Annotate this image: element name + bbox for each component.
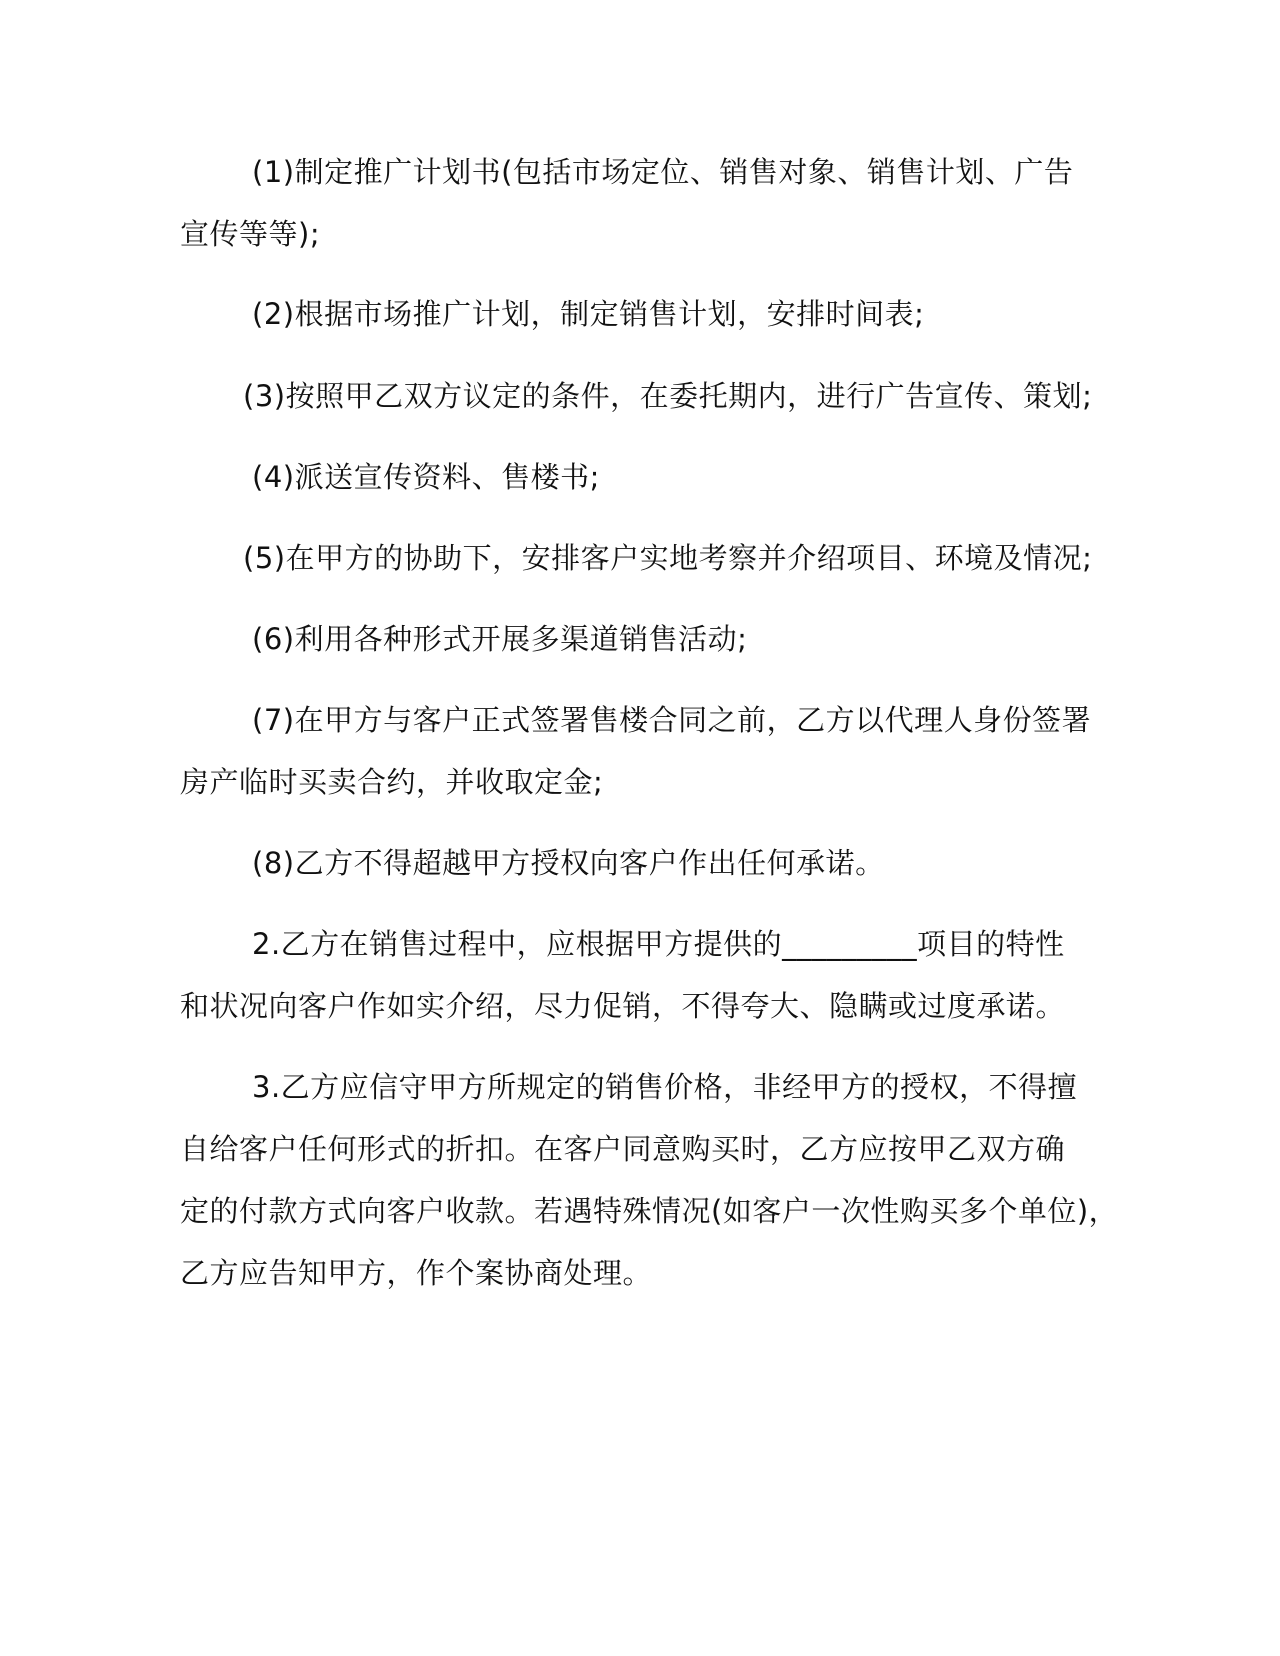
text-line: 2.乙方在销售过程中，应根据甲方提供的_________项目的特性	[252, 927, 1065, 961]
text-line: (7)在甲方与客户正式签署售楼合同之前，乙方以代理人身份签署	[252, 703, 1092, 737]
text-line: (2)根据市场推广计划，制定销售计划，安排时间表;	[252, 297, 925, 331]
text-line: (3)按照甲乙双方议定的条件，在委托期内，进行广告宣传、策划;	[243, 379, 1093, 413]
text-line: 自给客户任何形式的折扣。在客户同意购买时，乙方应按甲乙双方确	[180, 1132, 1066, 1166]
text-line: (8)乙方不得超越甲方授权向客户作出任何承诺。	[252, 846, 885, 880]
text-line: 3.乙方应信守甲方所规定的销售价格，非经甲方的授权，不得擅	[252, 1070, 1078, 1104]
text-line: (4)派送宣传资料、售楼书;	[252, 460, 600, 494]
text-line: (5)在甲方的协助下，安排客户实地考察并介绍项目、环境及情况;	[243, 541, 1093, 575]
text-line: (1)制定推广计划书(包括市场定位、销售对象、销售计划、广告	[252, 155, 1074, 189]
text-line: 乙方应告知甲方，作个案协商处理。	[180, 1256, 653, 1290]
text-line: 和状况向客户作如实介绍，尽力促销，不得夸大、隐瞒或过度承诺。	[180, 989, 1066, 1023]
text-line: 定的付款方式向客户收款。若遇特殊情况(如客户一次性购买多个单位)，	[180, 1194, 1119, 1228]
text-line: (6)利用各种形式开展多渠道销售活动;	[252, 622, 748, 656]
text-line: 房产临时买卖合约，并收取定金;	[180, 765, 604, 799]
text-line: 宣传等等);	[180, 217, 321, 251]
